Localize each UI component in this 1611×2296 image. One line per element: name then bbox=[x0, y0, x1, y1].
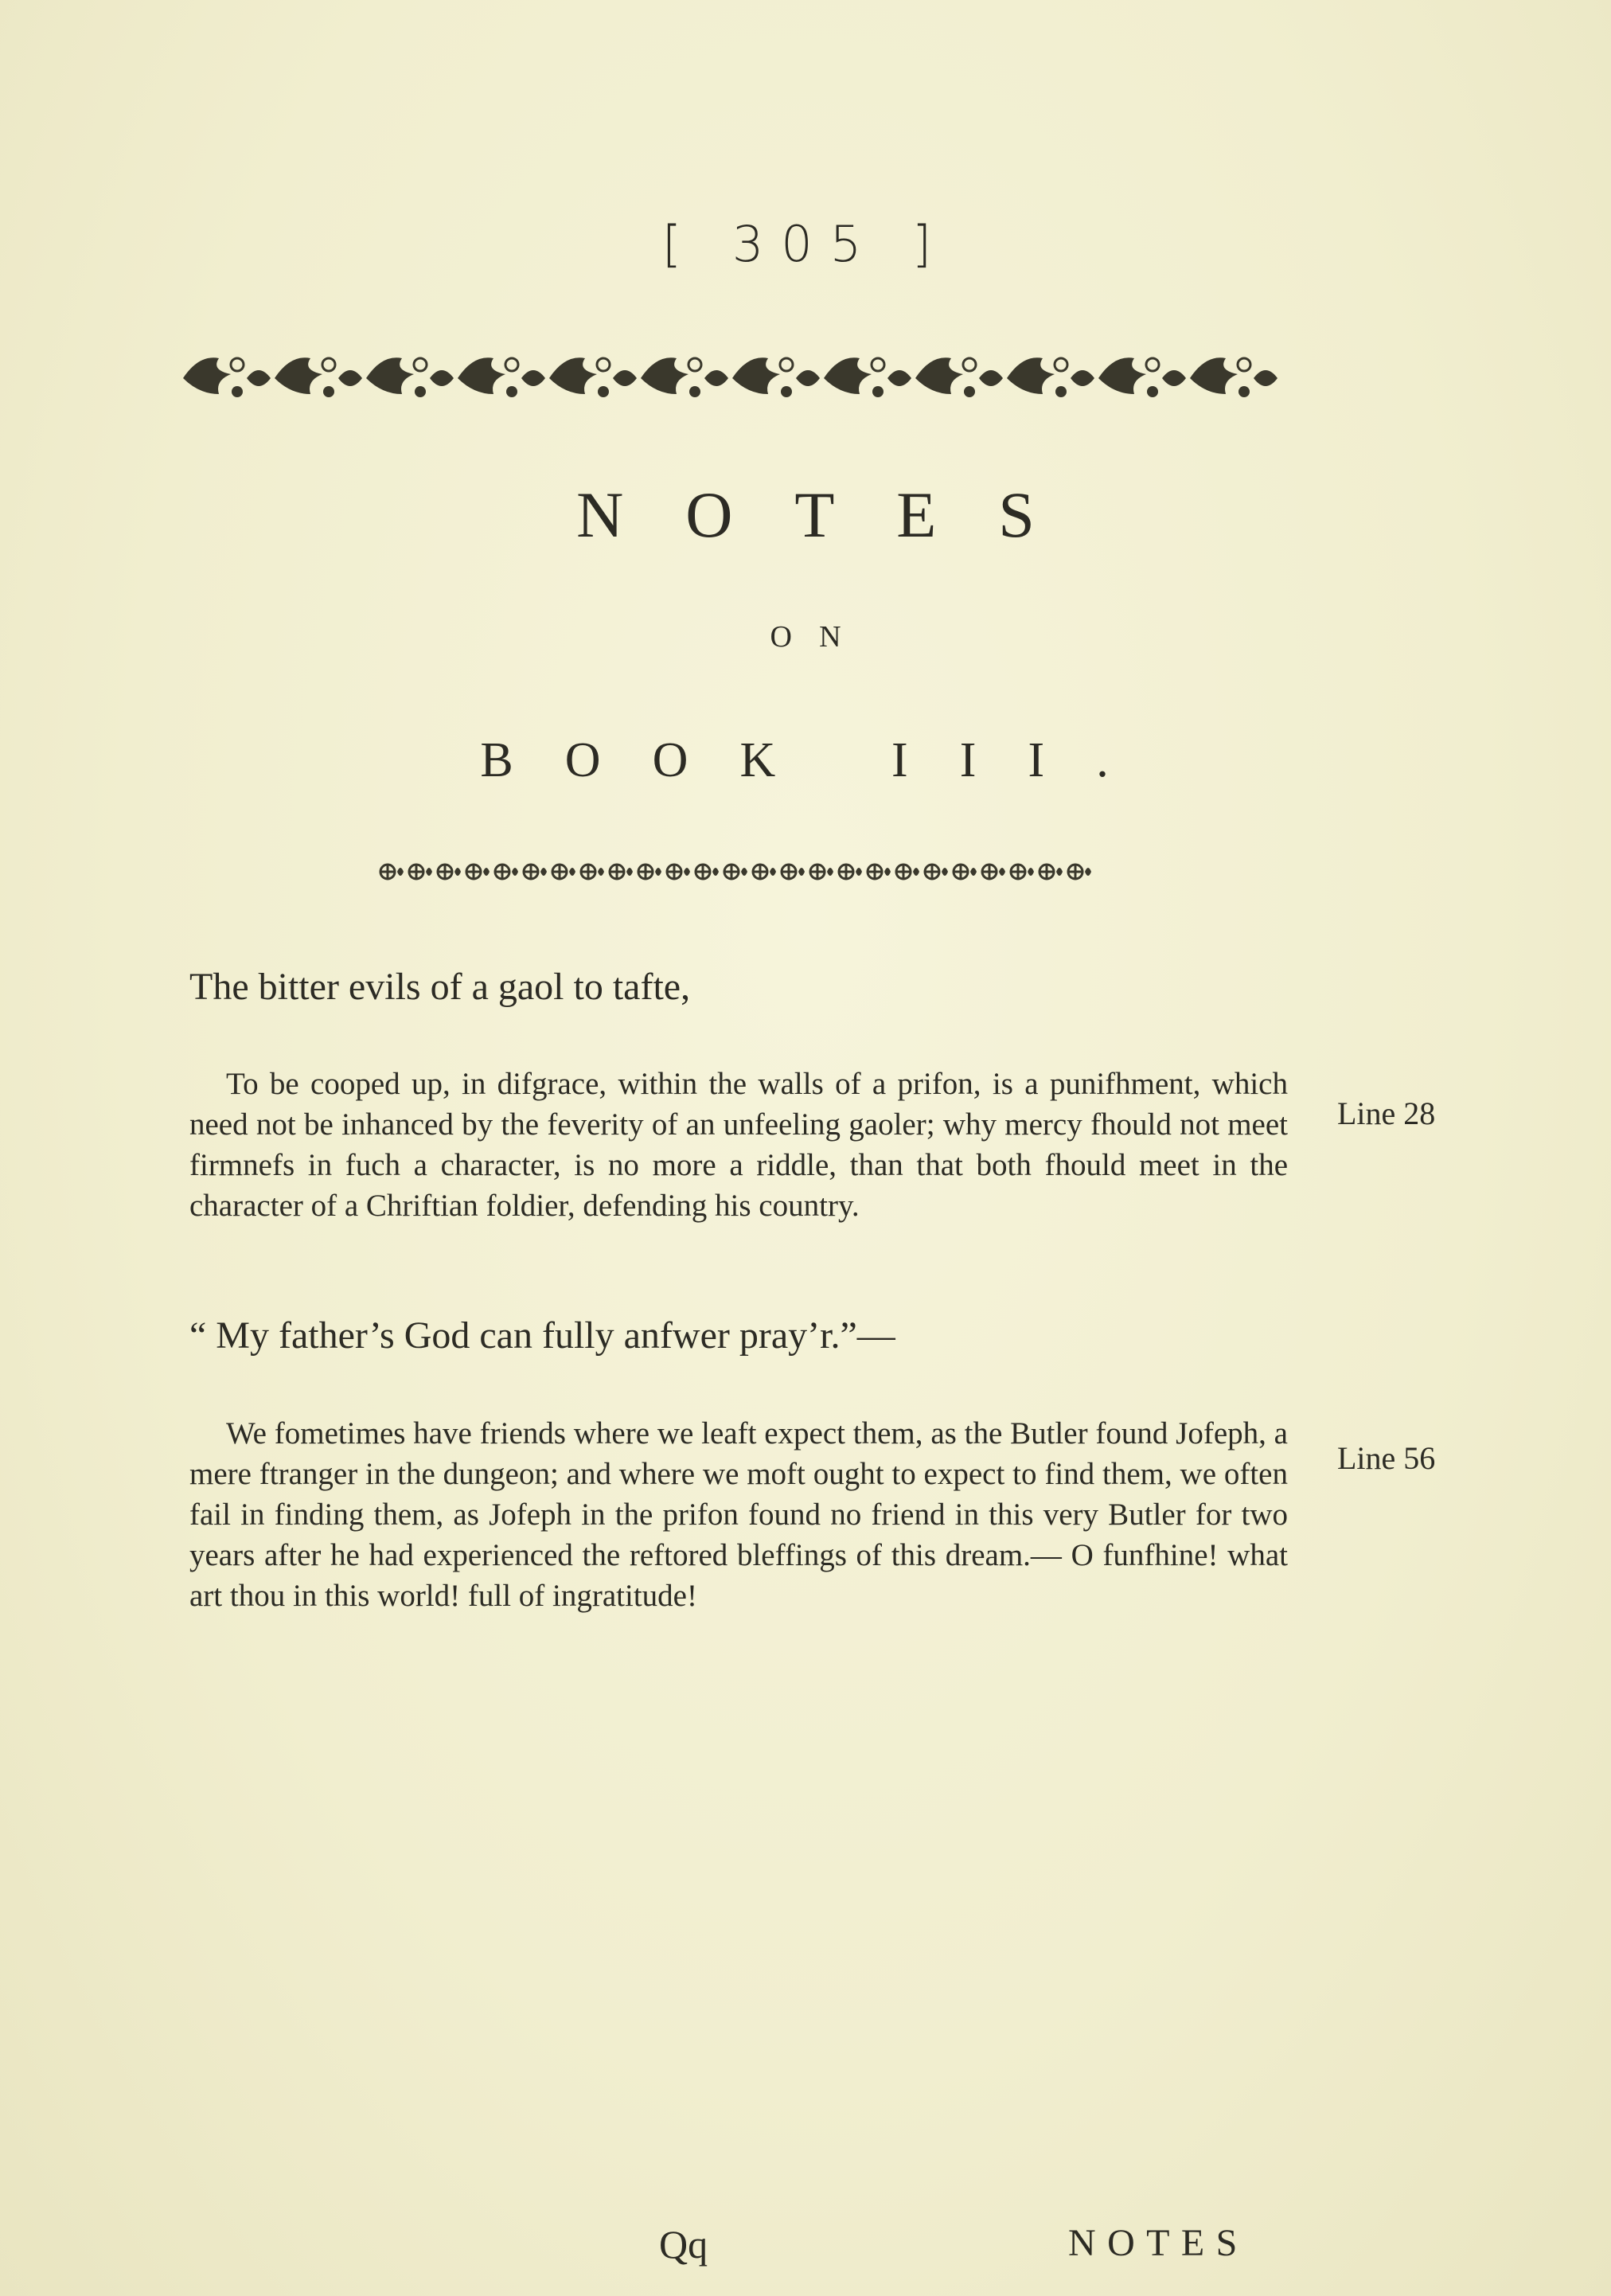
entry-title-1: The bitter evils of a gaol to tafte, bbox=[189, 966, 691, 1008]
heading-notes: NOTES bbox=[576, 478, 1097, 551]
page-number: [ 305 ] bbox=[661, 215, 950, 273]
heading-book: BOOK III. bbox=[480, 733, 1160, 787]
signature-mark: Qq bbox=[659, 2222, 708, 2267]
margin-line-28: Line 28 bbox=[1337, 1095, 1436, 1131]
entry-body-2: We fometimes have friends where we leaft expect them, as the Butler found Jofeph, a mere ftranger in the dungeon; and where we moft ought to expect to find them, we often fail in finding them, as Jofeph in the prifon found no friend in this very Butler for two years after he had experienced the reftored bleffings of this dream.— O funfhine! what art thou in this world! full of ingratitude! bbox=[189, 1416, 1288, 1613]
catchword: NOTES bbox=[1068, 2222, 1249, 2264]
decorative-divider bbox=[378, 860, 1094, 884]
entry-body-1: To be cooped up, in difgrace, within the walls of a prifon, is a punifhment, which need not be inhanced by the feverity of an unfeeling gaoler; why mercy fhould not meet firmnefs in fuch a character, is no more a riddle, than that both fhould meet in the character of a Chriftian foldier, defending his country. bbox=[189, 1067, 1288, 1223]
decorative-border-top bbox=[183, 350, 1281, 406]
margin-line-56: Line 56 bbox=[1337, 1440, 1436, 1476]
entry-title-2: “ My father’s God can fully anfwer pray’r.”— bbox=[189, 1314, 895, 1357]
heading-on: ON bbox=[770, 620, 868, 654]
